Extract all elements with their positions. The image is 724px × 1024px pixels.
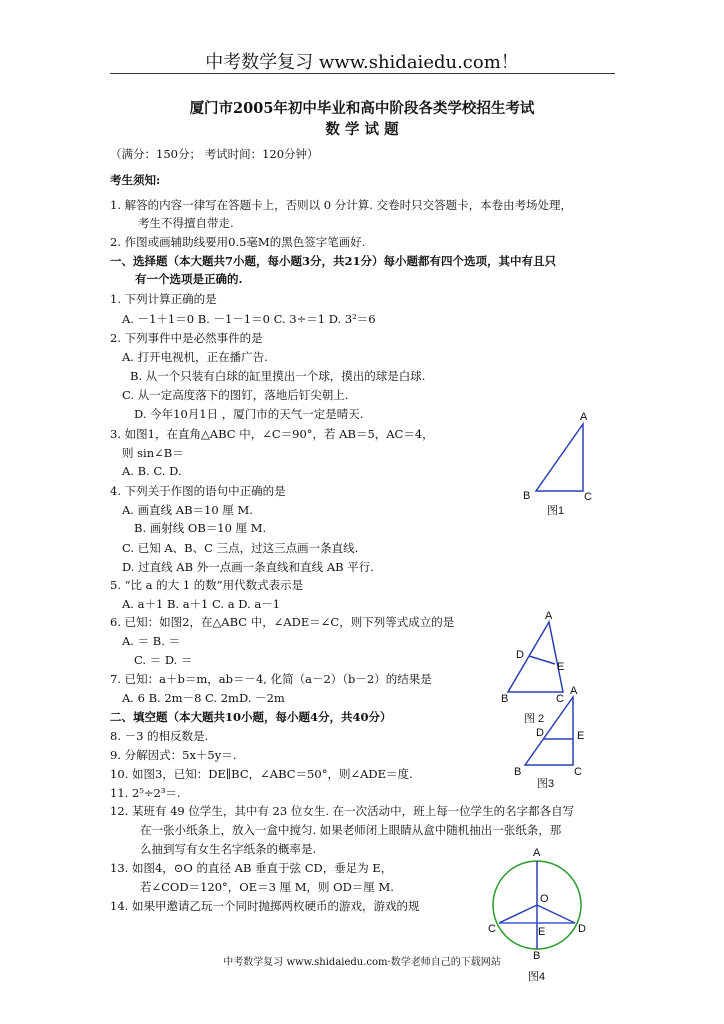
- fig2-label-d: D: [516, 649, 524, 661]
- q6-line-3: C. ＝ D. ＝: [134, 653, 193, 667]
- fig3-label-b: B: [514, 766, 522, 778]
- fig4-label-e: E: [538, 926, 546, 938]
- q4-option-d: D. 过直线 AB 外一点画一条直线和直线 AB 平行.: [122, 560, 374, 574]
- page-footer: 中考数学复习 www.shidaiedu.com·数学老师自己的下载网站: [223, 957, 501, 968]
- exam-subtitle: 数 学 试 题: [325, 121, 399, 138]
- fig2-caption: 图 2: [524, 713, 545, 725]
- exam-title: 厦门市2005年初中毕业和高中阶段各类学校招生考试: [189, 100, 535, 117]
- fig4-label-b: B: [533, 950, 541, 962]
- q1-options: A. －1＋1＝0 B. －1－1＝0 C. 3÷＝1 D. 3²＝6: [122, 312, 376, 326]
- q4-stem: 4. 下列关于作图的语句中正确的是: [110, 484, 286, 498]
- fig3-label-e: E: [577, 730, 585, 742]
- q5-stem: 5. “比 a 的大 1 的数”用代数式表示是: [110, 578, 304, 592]
- fig4-label-o: O: [540, 893, 549, 905]
- q9: 9. 分解因式：5x＋5y＝.: [110, 748, 237, 762]
- q5-options: A. a＋1 B. a＋1 C. a D. a－1: [122, 597, 281, 611]
- q12-line-3: 么抽到写有女生名字纸条的概率是.: [140, 842, 317, 856]
- fig2-label-e: E: [557, 661, 565, 673]
- fig3-label-c: C: [574, 766, 582, 778]
- notice-item-1-cont: 考生不得擅自带走.: [138, 216, 234, 230]
- q2-option-c: C. 从一定高度落下的图钉，落地后钉尖朝上.: [122, 388, 349, 402]
- q8: 8. －3 的相反数是.: [110, 729, 209, 743]
- fig2-label-c: C: [556, 693, 564, 705]
- q4-option-b: B. 画射线 OB＝10 厘 M.: [134, 521, 267, 535]
- fig2-label-b: B: [501, 693, 509, 705]
- q4-option-a: A. 画直线 AB＝10 厘 M.: [122, 503, 253, 517]
- q1-stem: 1. 下列计算正确的是: [110, 292, 217, 306]
- notice-item-2: 2. 作图或画辅助线要用0.5毫M的黑色签字笔画好.: [110, 235, 366, 249]
- q13-line-1: 13. 如图4，⊙O 的直径 AB 垂直于弦 CD，垂足为 E，: [110, 861, 393, 875]
- q7-stem: 7. 已知：a＋b＝m，ab＝－4, 化简（a－2）（b－2）的结果是: [110, 672, 432, 686]
- fig2-label-a: A: [545, 610, 553, 622]
- q11: 11. 2⁵÷2³＝.: [110, 786, 181, 800]
- fig1-label-b: B: [523, 490, 531, 502]
- q12-line-2: 在一张小纸条上，放入一盒中搅匀. 如果老师闭上眼睛从盒中随机抽出一张纸条，那: [140, 823, 562, 837]
- q3-stem: 3. 如图1，在直角△ABC 中，∠C＝90°，若 AB＝5，AC＝4，: [110, 427, 434, 441]
- fig4-label-c: C: [488, 923, 496, 935]
- page-header: 中考数学复习 www.shidaiedu.com！: [205, 52, 519, 73]
- notice-item-1: 1. 解答的内容一律写在答题卡上，否则以 0 分计算. 交卷时只交答题卡，本卷由考场处理，: [110, 198, 573, 212]
- fig1-caption: 图1: [547, 505, 565, 517]
- section-1-heading-cont: 有一个选项是正确的.: [135, 272, 243, 286]
- fig1-label-c: C: [584, 491, 592, 503]
- q4-option-c: C. 已知 A、B、C 三点，过这三点画一条直线.: [122, 541, 359, 555]
- fig3-label-d: D: [536, 727, 544, 739]
- q6-line-2: A. ＝ B. ＝: [122, 634, 181, 648]
- q10: 10. 如图3，已知：DE∥BC，∠ABC＝50°，则∠ADE＝度.: [110, 767, 413, 781]
- q14: 14. 如果甲邀请乙玩一个同时抛掷两枚硬币的游戏，游戏的规: [110, 899, 420, 913]
- fig3-label-a: A: [570, 685, 578, 697]
- section-2-heading: 二、填空题（本大题共10小题，每小题4分，共40分）: [110, 710, 392, 724]
- q2-stem: 2. 下列事件中是必然事件的是: [110, 331, 263, 345]
- q7-options: A. 6 B. 2m－8 C. 2mD. －2m: [122, 691, 285, 705]
- q2-option-a: A. 打开电视机，正在播广告.: [122, 350, 268, 364]
- q2-option-b: B. 从一个只装有白球的缸里摸出一个球，摸出的球是白球.: [130, 369, 426, 383]
- fig4-caption: 图4: [528, 971, 546, 983]
- q3-stem-2: 则 sin∠B＝: [122, 446, 184, 460]
- notice-heading: 考生须知:: [110, 173, 161, 187]
- q12-line-1: 12. 某班有 49 位学生，其中有 23 位女生. 在一次活动中，班上每一位学生的名字都各自写: [110, 804, 575, 818]
- fig3-caption: 图3: [537, 778, 555, 790]
- q3-options: A. B. C. D.: [122, 464, 182, 478]
- fig4-label-a: A: [533, 847, 541, 859]
- fig1-label-a: A: [580, 411, 588, 423]
- exam-meta: （满分：150分； 考试时间：120分钟）: [110, 147, 319, 161]
- q6-stem: 6. 已知：如图2，在△ABC 中，∠ADE＝∠C，则下列等式成立的是: [110, 615, 455, 629]
- q2-option-d: D. 今年10月1日 ，厦门市的天气一定是晴天.: [134, 407, 364, 421]
- fig4-label-d: D: [578, 923, 586, 935]
- section-1-heading: 一、选择题（本大题共7小题，每小题3分，共21分）每小题都有四个选项，其中有且只: [110, 254, 557, 268]
- q13-line-2: 若∠COD＝120°，OE＝3 厘 M，则 OD＝厘 M.: [140, 880, 394, 894]
